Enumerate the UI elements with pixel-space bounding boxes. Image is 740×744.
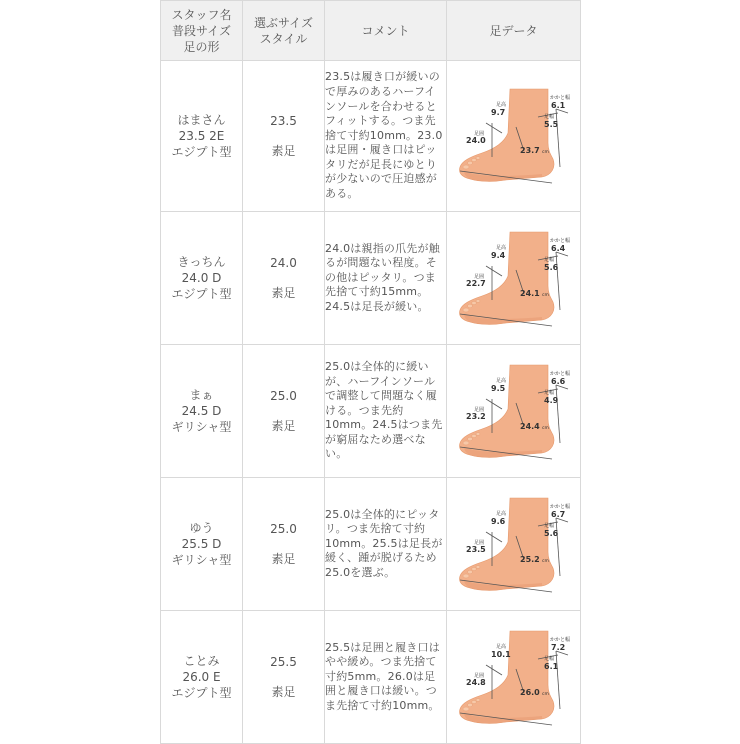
width-value: 5.5 xyxy=(544,120,559,129)
height-label: 足高 xyxy=(496,511,507,517)
width-value: 6.1 xyxy=(544,662,559,671)
style: 素足 xyxy=(271,685,296,699)
height-value: 9.4 xyxy=(491,251,506,260)
length-value: 24.4 xyxy=(520,422,540,431)
width-label: 足幅 xyxy=(544,114,555,120)
length-unit: cm xyxy=(542,559,549,564)
picked-size: 25.5 xyxy=(270,655,297,669)
width-value: 5.6 xyxy=(544,529,559,538)
usual-size: 26.0 E xyxy=(182,670,221,684)
heel-label: かかと幅 xyxy=(550,637,571,643)
heel-value: 6.6 xyxy=(551,377,566,386)
foot-illustration xyxy=(456,87,574,187)
staff-cell xyxy=(161,61,243,212)
foot-shape: エジプト型 xyxy=(171,145,232,159)
pick-cell xyxy=(243,478,325,611)
staff-name: ことみ xyxy=(183,654,220,668)
foot-data-cell xyxy=(447,611,581,744)
height-label: 足高 xyxy=(496,102,507,108)
heel-label: かかと幅 xyxy=(550,371,571,377)
foot-shape: エジプト型 xyxy=(171,686,232,700)
header-row xyxy=(161,1,581,61)
foot-shape: エジプト型 xyxy=(171,287,232,301)
length-value: 23.7 xyxy=(520,146,540,155)
girth-value: 24.8 xyxy=(466,678,486,687)
height-label: 足高 xyxy=(496,644,507,650)
picked-size: 25.0 xyxy=(270,522,297,536)
width-label: 足幅 xyxy=(544,257,555,263)
foot-data-cell xyxy=(447,345,581,478)
header-pick-line1: 選ぶサイズ xyxy=(253,15,314,30)
style: 素足 xyxy=(271,144,296,158)
header-pick-line2: スタイル xyxy=(259,31,308,46)
header-foot: 足データ xyxy=(447,1,581,61)
pick-cell xyxy=(243,611,325,744)
girth-value: 22.7 xyxy=(466,279,486,288)
height-label: 足高 xyxy=(496,378,507,384)
girth-value: 24.0 xyxy=(466,136,486,145)
header-pick xyxy=(243,1,325,61)
length-unit: cm xyxy=(542,150,549,155)
staff-cell xyxy=(161,212,243,345)
length-value: 24.1 xyxy=(520,289,540,298)
height-value: 10.1 xyxy=(491,650,511,659)
style: 素足 xyxy=(271,552,296,566)
width-label: 足幅 xyxy=(544,523,555,529)
height-value: 9.5 xyxy=(491,384,506,393)
length-unit: cm xyxy=(542,293,549,298)
foot-shape: ギリシャ型 xyxy=(171,420,232,434)
usual-size: 24.0 D xyxy=(181,271,222,285)
foot-illustration xyxy=(456,629,574,729)
header-staff-line3: 足の形 xyxy=(183,39,220,54)
table-row xyxy=(161,61,581,212)
length-value: 25.2 xyxy=(520,555,540,564)
girth-label: 足囲 xyxy=(474,274,485,280)
table-row xyxy=(161,478,581,611)
picked-size: 24.0 xyxy=(270,256,297,270)
foot-shape: ギリシャ型 xyxy=(171,553,232,567)
length-unit: cm xyxy=(542,692,549,697)
foot-data-cell xyxy=(447,478,581,611)
length-value: 26.0 xyxy=(520,688,540,697)
girth-label: 足囲 xyxy=(474,407,485,413)
usual-size: 25.5 D xyxy=(181,537,222,551)
staff-name: まぁ xyxy=(189,388,214,402)
comment-cell: 24.0は親指の爪先が触るが問題ない程度。その他はピッタリ。つま先捨て寸約15mm。24.5は足長が緩い。 xyxy=(325,212,447,345)
girth-label: 足囲 xyxy=(474,131,485,137)
staff-name: ゆう xyxy=(189,521,214,535)
heel-value: 6.7 xyxy=(551,510,566,519)
staff-cell xyxy=(161,345,243,478)
header-staff xyxy=(161,1,243,61)
girth-value: 23.2 xyxy=(466,412,486,421)
heel-value: 6.1 xyxy=(551,101,566,110)
girth-label: 足囲 xyxy=(474,673,485,679)
staff-name: きっちん xyxy=(177,255,226,269)
width-label: 足幅 xyxy=(544,390,555,396)
girth-value: 23.5 xyxy=(466,545,486,554)
staff-size-table xyxy=(160,0,581,744)
table-row xyxy=(161,212,581,345)
heel-label: かかと幅 xyxy=(550,238,571,244)
heel-label: かかと幅 xyxy=(550,95,571,101)
height-label: 足高 xyxy=(496,245,507,251)
comment-cell: 25.0は全体的にピッタリ。つま先捨て寸約10mm。25.5は足長が緩く、踵が脱げるため25.0を選ぶ。 xyxy=(325,478,447,611)
staff-cell xyxy=(161,611,243,744)
length-unit: cm xyxy=(542,426,549,431)
picked-size: 23.5 xyxy=(270,114,297,128)
heel-label: かかと幅 xyxy=(550,504,571,510)
picked-size: 25.0 xyxy=(270,389,297,403)
pick-cell xyxy=(243,61,325,212)
table-row xyxy=(161,345,581,478)
header-staff-line1: スタッフ名 xyxy=(171,7,232,22)
height-value: 9.6 xyxy=(491,517,506,526)
heel-value: 7.2 xyxy=(551,643,566,652)
foot-illustration xyxy=(456,496,574,596)
staff-cell xyxy=(161,478,243,611)
header-comment: コメント xyxy=(325,1,447,61)
foot-illustration xyxy=(456,363,574,463)
foot-illustration xyxy=(456,230,574,330)
usual-size: 24.5 D xyxy=(181,404,222,418)
comment-cell: 25.0は全体的に緩いが、ハーフインソールで調整して問題なく履ける。つま先約10mm。24.5はつま先が窮屈なため選べない。 xyxy=(325,345,447,478)
foot-data-cell xyxy=(447,212,581,345)
pick-cell xyxy=(243,345,325,478)
style: 素足 xyxy=(271,286,296,300)
heel-value: 6.4 xyxy=(551,244,566,253)
width-value: 5.6 xyxy=(544,263,559,272)
height-value: 9.7 xyxy=(491,108,506,117)
style: 素足 xyxy=(271,419,296,433)
width-value: 4.9 xyxy=(544,396,559,405)
width-label: 足幅 xyxy=(544,656,555,662)
comment-cell: 23.5は履き口が緩いので厚みのあるハーフインソールを合わせるとフィットする。つま先捨て寸約10mm。23.0は足囲・履き口はピッタリだが足長にゆとりが少ないので圧迫感がある。 xyxy=(325,61,447,212)
pick-cell xyxy=(243,212,325,345)
comment-cell: 25.5は足囲と履き口はやや緩め。つま先捨て寸約5mm。26.0は足囲と履き口は緩い。つま先捨て寸約10mm。 xyxy=(325,611,447,744)
girth-label: 足囲 xyxy=(474,540,485,546)
foot-data-cell xyxy=(447,61,581,212)
table-row xyxy=(161,611,581,744)
staff-name: はまさん xyxy=(177,113,226,127)
header-staff-line2: 普段サイズ xyxy=(171,23,232,38)
usual-size: 23.5 2E xyxy=(178,129,225,143)
